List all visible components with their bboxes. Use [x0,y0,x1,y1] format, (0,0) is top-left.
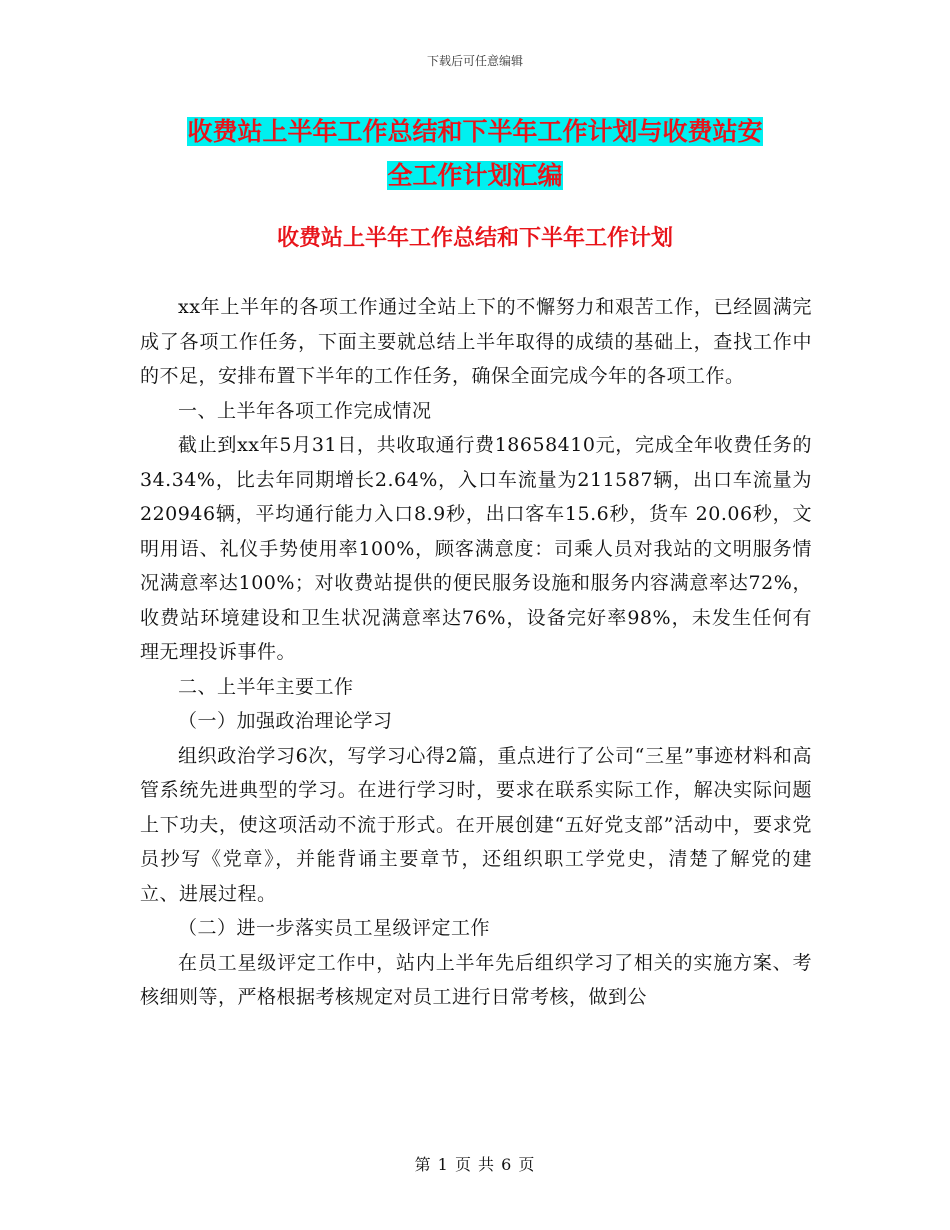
heading-paragraph: 一、上半年各项工作完成情况 [178,399,432,422]
header-note: 下载后可任意编辑 [426,54,523,68]
section-title: 收费站上半年工作总结和下半年工作计划 [276,225,673,251]
body-text [140,290,812,1015]
subheading-paragraph: （一）加强政治理论学习 [178,710,393,732]
paragraph: 截止到xx年5月31日，共收取通行费18658410元，完成全年收费任务的34.34%，比去年同期增长2.64%，入口车流量为211587辆，出口车流量为220946辆，平均通行能力入口8.9秒，出口客车15.6秒，货车 20.06秒，文明用语、礼仪手势使用率100%，顾客满意度：司乘人员对我站的文明服务情况满意率达100%；对收费站提供的便民服务设施和服务内容满意率达72%，收费站环境建设和卫生状况满意率达76%，设备完好率98%，未发生任何有理无理投诉事件。 [140,434,812,663]
paragraph: 在员工星级评定工作中，站内上半年先后组织学习了相关的实施方案、考核细则等，严格根据考核规定对员工进行日常考核，做到公 [140,951,812,1008]
paragraph: 组织政治学习6次，写学习心得2篇，重点进行了公司“三星”事迹材料和高管系统先进典型的学习。在进行学习时，要求在联系实际工作，解决实际问题上下功夫，使这项活动不流于形式。在开展创建“五好党支部”活动中，要求党员抄写《党章》，并能背诵主要章节，还组织职工学党史，清楚了解党的建立、进展过程。 [140,744,812,905]
page-footer: 第 1 页 共 6 页 [414,1155,536,1174]
heading-paragraph: 二、上半年主要工作 [178,675,354,698]
document-title [140,110,810,198]
subheading-paragraph: （二）进一步落实员工星级评定工作 [178,917,491,939]
title-line-1: 收费站上半年工作总结和下半年工作计划与收费站安 [187,117,763,146]
paragraph: xx年上半年的各项工作通过全站上下的不懈努力和艰苦工作，已经圆满完成了各项工作任务，下面主要就总结上半年取得的成绩的基础上，查找工作中的不足，安排布置下半年的工作任务，确保全面完成今年的各项工作。 [140,296,812,387]
title-line-2: 全工作计划汇编 [387,161,563,190]
